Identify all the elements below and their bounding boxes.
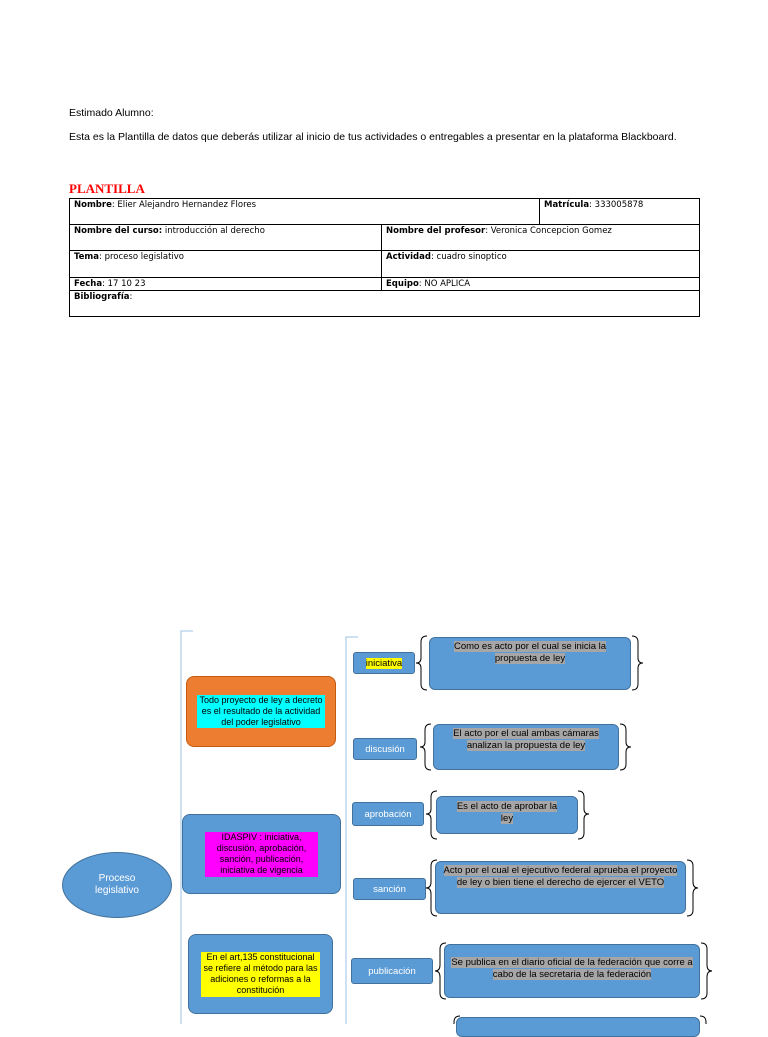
desc-publicacion: Se publica en el diario oficial de la federación que corre a cabo de la secretaria de la federación bbox=[444, 944, 700, 998]
stage-publicacion: publicación bbox=[351, 958, 433, 984]
root-node: Proceso legislativo bbox=[62, 852, 172, 918]
desc-aprobacion: Es el acto de aprobar la ley bbox=[436, 796, 578, 834]
desc-iniciativa: Como es acto por el cual se inicia la propuesta de ley bbox=[429, 637, 631, 690]
note-idaspiv: IDASPIV : iniciativa, discusión, aprobación, sanción, publicación, iniciativa de vigencia bbox=[182, 814, 341, 894]
desc-sancion: Acto por el cual el ejecutivo federal aprueba el proyecto de ley o bien tiene el derecho de ejercer el VETO bbox=[435, 861, 686, 914]
equipo-cell: Equipo: NO APLICA bbox=[382, 278, 700, 291]
greeting-text: Estimado Alumno: bbox=[69, 107, 154, 119]
note-orange: Todo proyecto de ley a decreto es el resultado de la actividad del poder legislativo bbox=[186, 676, 336, 747]
nombre-cell: Nombre: Elier Alejandro Hernandez Flores bbox=[70, 199, 540, 225]
profesor-cell: Nombre del profesor: Veronica Concepcion Gomez bbox=[382, 225, 700, 251]
stage-discusion: discusión bbox=[353, 738, 417, 760]
matricula-cell: Matrícula: 333005878 bbox=[539, 199, 699, 225]
fecha-cell: Fecha: 17 10 23 bbox=[70, 278, 382, 291]
note-art135: En el art,135 constitucional se refiere al método para las adiciones o reformas a la constitución bbox=[188, 934, 333, 1014]
desc-discusion: El acto por el cual ambas cámaras analizan la propuesta de ley bbox=[433, 724, 619, 770]
actividad-cell: Actividad: cuadro sinoptico bbox=[382, 251, 700, 278]
plantilla-title: PLANTILLA bbox=[69, 181, 145, 196]
stage-sancion: sanción bbox=[353, 878, 426, 900]
desc-cutoff bbox=[456, 1017, 700, 1037]
curso-cell: Nombre del curso: introducción al derecho bbox=[70, 225, 382, 251]
stage-aprobacion: aprobación bbox=[352, 802, 424, 826]
bibliografia-cell: Bibliografía: bbox=[70, 291, 700, 317]
instructions-text: Esta es la Plantilla de datos que deberás utilizar al inicio de tus actividades o entregables a presentar en la plataforma Blackboard. bbox=[69, 131, 677, 143]
tema-cell: Tema: proceso legislativo bbox=[70, 251, 382, 278]
stage-iniciativa: iniciativa bbox=[353, 652, 415, 674]
